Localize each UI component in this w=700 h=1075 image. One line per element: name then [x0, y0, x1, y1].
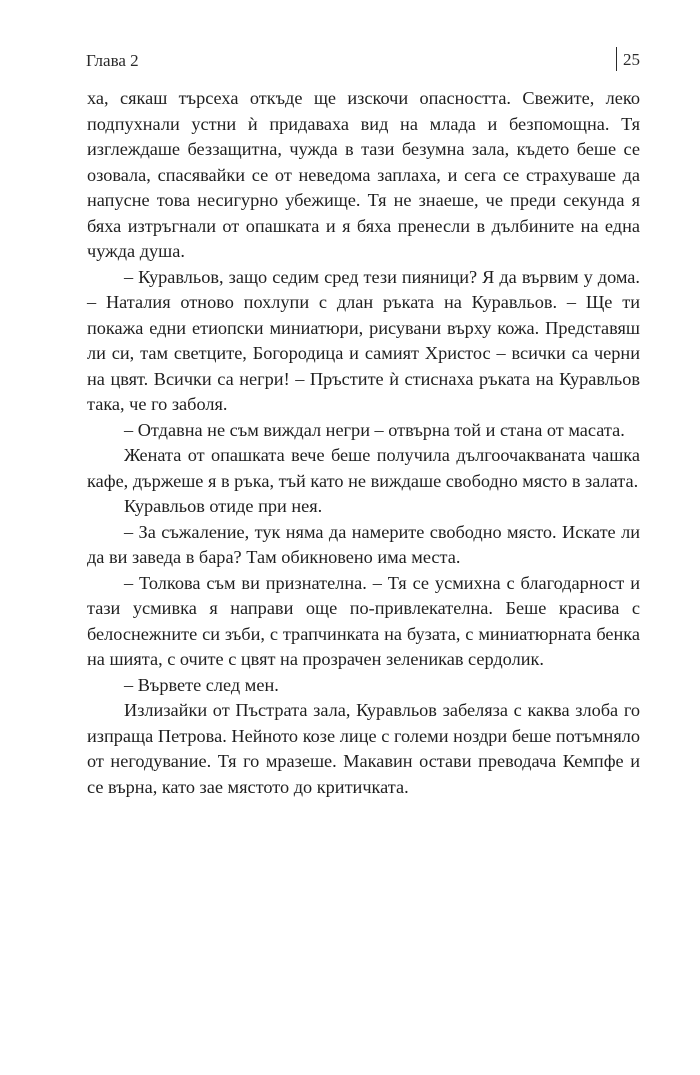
chapter-title: Глава 2: [86, 51, 139, 70]
paragraph-7: – Толкова съм ви признателна. – Тя се усмихна с благодарност и тази усмивка я направи още по-привлекателна. Беше красива с белоснежните си зъби, с трапчинката на бузата, с миниатюрната бенка на шията, с очите с цвят на прозрачен зеленикав сердолик.: [87, 572, 640, 669]
paragraph-8: – Вървете след мен.: [124, 674, 279, 695]
paragraph-6: – За съжаление, тук няма да намерите свободно място. Искате ли да ви заведа в бара? Там обикновено има места.: [87, 521, 640, 567]
paragraph-3: – Отдавна не съм виждал негри – отвърна той и стана от масата.: [124, 419, 625, 440]
body-text: [87, 86, 640, 800]
running-header: [86, 46, 640, 76]
paragraph-5: Куравльов отиде при нея.: [124, 496, 323, 516]
page-number: 25: [623, 50, 640, 69]
paragraph-2: – Куравльов, защо седим сред тези пияници? Я да вървим у дома. – Наталия отново похлупи с длан ръката на Куравльов. – Ще ти покажа едни етиопски миниатюри, рисувани върху кожа. Представяш ли си, там светците, Богородица и самият Христос – всички са черни на цвят. Всички са негри! – Пръстите ѝ стиснаха ръката на Куравльов така, че го заболя.: [87, 266, 640, 414]
page-number-divider: [616, 47, 617, 71]
paragraph-4: Жената от опашката вече беше получила дългоочакваната чашка кафе, държеше я в ръка, тъй като не виждаше свободно място в залата.: [87, 445, 640, 491]
paragraph-1: ха, сякаш търсеха откъде ще изскочи опасността. Свежите, леко подпухнали устни ѝ придаваха вид на млада и безпомощна. Тя изглеждаше беззащитна, чужда в тази безумна зала, където беше се озовала, спасявайки се от неведома заплаха, и сега се страхуваше да напусне това несигурно убежище. Тя не знаеше, че преди секунда я бяха изтръгнали от опашката и я бяха пренесли в дълбините на една чужда душа.: [87, 88, 640, 261]
paragraph-9: Излизайки от Пъстрата зала, Куравльов забеляза с каква злоба го изпраща Петрова. Нейното козе лице с големи ноздри беше потъмняло от негодувание. Тя го мразеше. Макавин остави преводача Кемпфе и се върна, като зае мястото до критичката.: [87, 700, 640, 797]
page-number-block: [616, 46, 640, 72]
